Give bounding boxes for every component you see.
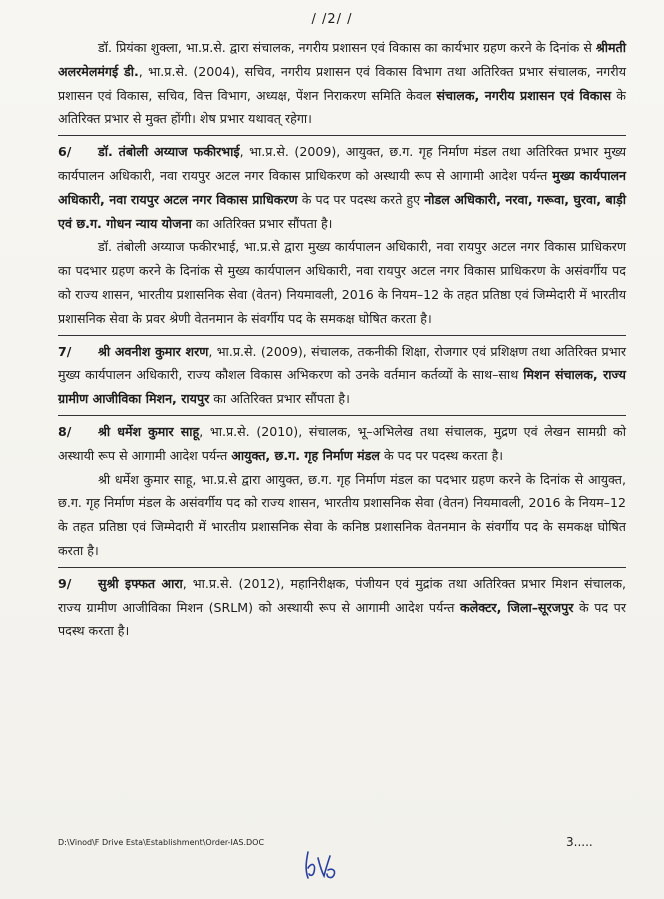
intro-paragraph xyxy=(58,36,626,131)
item-text-1: , भा.प्र.से. (2012), महानिरीक्षक, पंजीयन एवं मुद्रांक तथा अतिरिक्त प्रभार मिशन संचालक, राज्य ग्रामीण आजीविका मिशन (SRLM) को अस्थायी रूप से आगामी आदेश पर्यन्त xyxy=(58,575,627,615)
section-divider xyxy=(58,335,626,336)
item-text-2: का अतिरिक्त प्रभार सौंपता है। xyxy=(209,391,350,407)
item-text-2: के पद पर पदस्थ करता है। xyxy=(58,599,626,639)
document-body xyxy=(58,36,626,643)
intro-text-3: के अतिरिक्त प्रभार से मुक्त होंगी। शेष प्रभार यथावत् रहेगा। xyxy=(58,87,626,127)
item-text-2: के पद पर पदस्थ करता है। xyxy=(379,447,504,463)
officer-name: श्री अवनीश कुमार शरण xyxy=(98,343,209,359)
item-bold-1: मिशन संचालक, राज्य ग्रामीण आजीविका मिशन, रायपुर xyxy=(58,367,626,407)
intro-bold-1: श्रीमती अलरमेलमंगई डी. xyxy=(58,40,626,79)
officer-name: सुश्री इफ्फत आरा xyxy=(98,575,183,591)
item-text-1: , भा.प्र.से. (2009), संचालक, तकनीकी शिक्षा, रोजगार एवं प्रशिक्षण तथा अतिरिक्त प्रभार मुख्य कार्यपालन अधिकारी, राज्य कौशल विकास अभिकरण को उनके वर्तमान कर्तव्यों के साथ–साथ xyxy=(58,343,626,383)
item-text-1: , भा.प्र.से. (2009), आयुक्त, छ.ग. गृह निर्माण मंडल तथा अतिरिक्त प्रभार मुख्य कार्यपालन अधिकारी, नवा रायपुर अटल नगर विकास प्राधिकरण को अस्थायी रूप से आगामी आदेश पर्यन्त xyxy=(58,144,627,183)
officer-name: डॉ. तंबोली अय्याज फकीरभाई xyxy=(98,144,240,160)
item-number: 8/ xyxy=(58,423,72,439)
item-number: 9/ xyxy=(58,575,72,591)
signature-initials xyxy=(300,848,340,882)
section-divider xyxy=(58,567,626,568)
item-bold-1: आयुक्त, छ.ग. गृह निर्माण मंडल xyxy=(231,447,380,463)
next-page-marker: 3..... xyxy=(566,835,593,849)
item-text-2: के पद पर पदस्थ करते हुए xyxy=(297,191,425,207)
order-item-7 xyxy=(58,340,626,411)
page-number: / /2/ / xyxy=(311,12,353,27)
item-number: 6/ xyxy=(58,144,72,160)
item-bold-2: नोडल अधिकारी, नरवा, गरूवा, घुरवा, बाड़ी एवं छ.ग. गोधन न्याय योजना xyxy=(58,191,627,231)
order-item-6 xyxy=(58,140,626,235)
officer-name: श्री धर्मेश कुमार साहू xyxy=(98,423,200,439)
item-text-1: , भा.प्र.से. (2010), संचालक, भू–अभिलेख तथा संचालक, मुद्रण एवं लेखन सामग्री को अस्थायी रूप से आगामी आदेश पर्यन्त xyxy=(58,423,626,463)
intro-text-2: , भा.प्र.से. (2004), सचिव, नगरीय प्रशासन एवं विकास विभाग तथा अतिरिक्त प्रभार संचालक, नगरीय प्रशासन एवं विकास, सचिव, वित्त विभाग, अध्यक्ष, पेंशन निराकरण समिति केवल xyxy=(58,63,626,103)
item-8-declaration: श्री धर्मेश कुमार साहू, भा.प्र.से द्वारा आयुक्त, छ.ग. गृह निर्माण मंडल का पदभार ग्रहण करने के दिनांक से आयुक्त, छ.ग. गृह निर्माण मंडल के असंवर्गीय पद को राज्य शासन, भारतीय प्रशासनिक सेवा (वेतन) नियमावली, 2016 के नियम–12 के तहत प्रतिष्ठा एवं जिम्मेदारी में भारतीय प्रशासनिक सेवा के कनिष्ठ प्रशासनिक वेतनमान के संवर्गीय पद के समकक्ष घोषित करता है। xyxy=(58,471,626,558)
item-6-declaration: डॉ. तंबोली अय्याज फकीरभाई, भा.प्र.से द्वारा मुख्य कार्यपालन अधिकारी, नवा रायपुर अटल नगर विकास प्राधिकरण का पदभार ग्रहण करने के दिनांक से मुख्य कार्यपालन अधिकारी, नवा रायपुर अटल नगर विकास प्राधिकरण के असंवर्गीय पद को राज्य शासन, भारतीय प्रशासनिक सेवा (वेतन) नियमावली, 2016 के नियम–12 के तहत प्रतिष्ठा एवं जिम्मेदारी में भारतीय प्रशासनिक सेवा के प्रवर श्रेणी वेतनमान के संवर्गीय पद के समकक्ष घोषित करता है। xyxy=(58,239,626,326)
item-bold-1: मुख्य कार्यपालन अधिकारी, नवा रायपुर अटल नगर विकास प्राधिकरण xyxy=(58,167,626,207)
intro-text-1: डॉ. प्रियंका शुक्ला, भा.प्र.से. द्वारा संचालक, नगरीय प्रशासन एवं विकास का कार्यभार ग्रहण करने के दिनांक से xyxy=(98,40,596,55)
order-item-8 xyxy=(58,420,626,468)
item-number: 7/ xyxy=(58,343,72,359)
order-item-9 xyxy=(58,572,626,643)
item-bold-1: कलेक्टर, जिला–सूरजपुर xyxy=(460,599,574,615)
intro-bold-2: संचालक, नगरीय प्रशासन एवं विकास xyxy=(436,87,612,103)
section-divider xyxy=(58,415,626,416)
file-path: D:\Vinod\F Drive Esta\Establishment\Order-IAS.DOC xyxy=(58,838,265,847)
section-divider xyxy=(58,135,626,136)
item-text-3: का अतिरिक्त प्रभार सौंपता है। xyxy=(191,215,333,231)
